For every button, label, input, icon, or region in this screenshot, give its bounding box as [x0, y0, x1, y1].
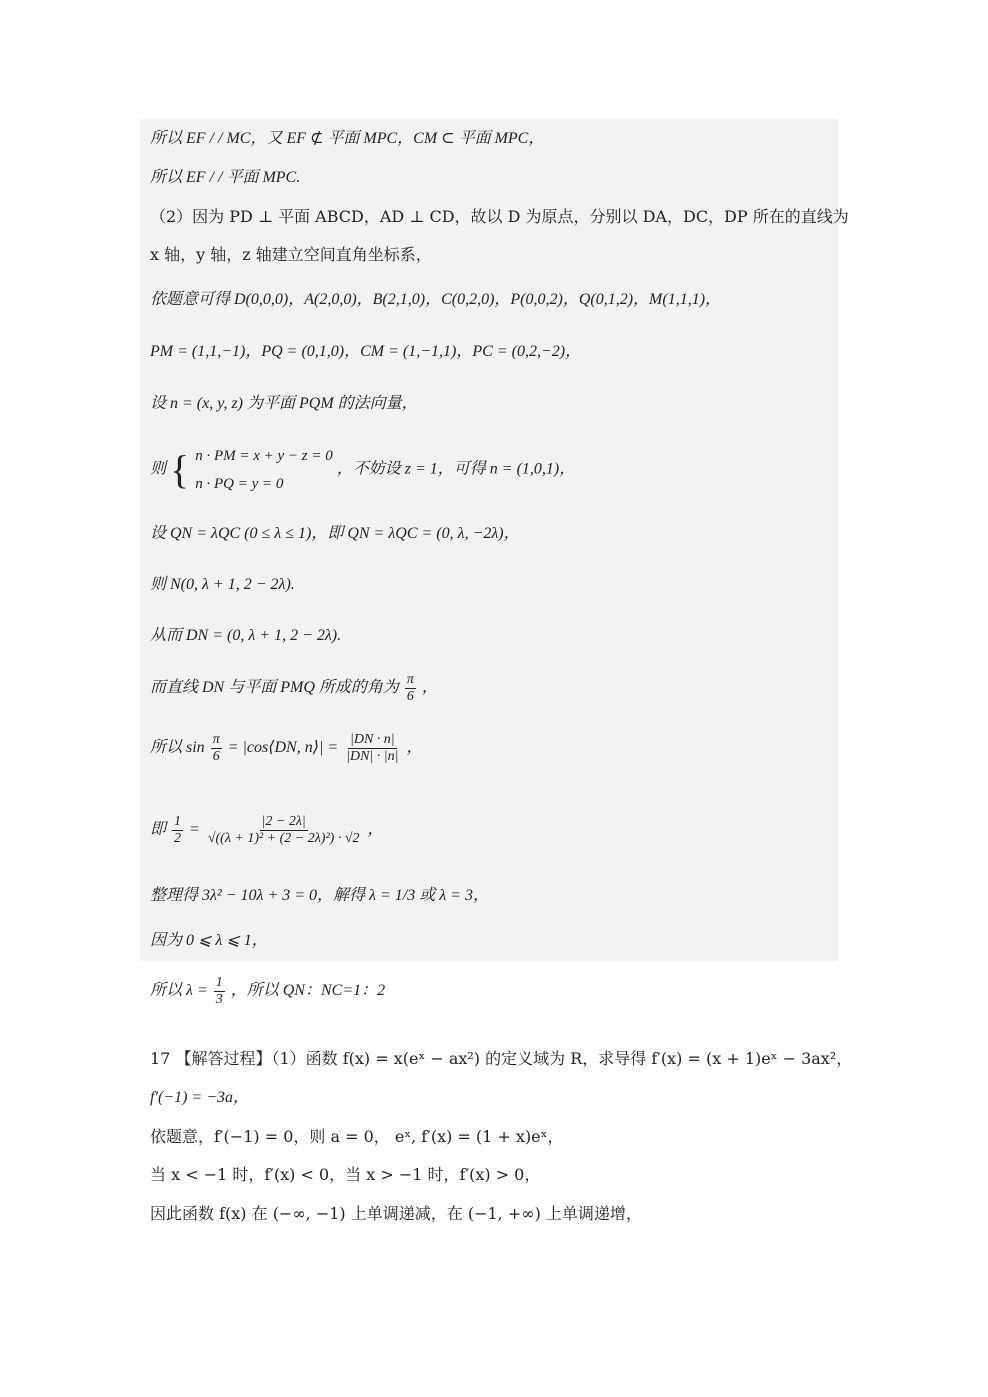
final-num: 1 — [215, 975, 223, 990]
text-line-4: x 轴，y 轴，z 轴建立空间直角坐标系， — [150, 245, 432, 264]
ratio-big-fraction — [206, 814, 362, 847]
text-line-3: （2）因为 PD ⊥ 平面 ABCD，AD ⊥ CD，故以 D 为原点，分别以 DA，DC，DP 所在的直线为 — [150, 207, 849, 226]
text-line-coords: 依题意可得 D(0,0,0)，A(2,0,0)，B(2,1,0)，C(0,2,0)，P(0,0,2)，Q(0,1,2)，M(1,1,1)， — [150, 291, 722, 308]
problem-17-line-5: 因此函数 f(x) 在 (−∞, −1) 上单调递减，在 (−1, +∞) 上单调递增， — [150, 1204, 642, 1223]
system-row-2: n · PQ = y = 0 — [195, 476, 284, 492]
sin-den: 6 — [212, 749, 220, 764]
system-prefix: 则 — [150, 460, 167, 478]
problem-17-line-2: f′(−1) = −3a， — [150, 1089, 249, 1106]
angle-line — [150, 672, 438, 705]
text-line-vectors: PM = (1,1,−1)，PQ = (0,1,0)，CM = (1,−1,1)，PC = (0,2,−2)， — [150, 343, 582, 360]
problem-17-line-3: 依题意，f′(−1) = 0，则 a = 0， eˣ, f′(x) = (1 + x)eˣ， — [150, 1127, 564, 1146]
sin-suffix: ， — [406, 739, 423, 757]
angle-den: 6 — [406, 689, 414, 704]
sin-prefix: 所以 sin — [150, 739, 205, 757]
ratio-big-den: √((λ + 1)² + (2 − 2λ)²) · √2 — [207, 831, 360, 846]
sin-fraction — [211, 732, 222, 765]
cos-num: |DN · n| — [349, 732, 395, 747]
text-line-1: 所以 EF / / MC，又 EF ⊄ 平面 MPC，CM ⊂ 平面 MPC， — [150, 130, 545, 147]
text-line-dn: 从而 DN = (0, λ + 1, 2 − 2λ). — [150, 627, 342, 644]
text-line-2: 所以 EF / / 平面 MPC. — [150, 169, 301, 186]
text-line-normal: 设 n = (x, y, z) 为平面 PQM 的法向量， — [150, 395, 418, 412]
final-fraction — [214, 975, 225, 1008]
ratio-den: 2 — [174, 831, 182, 846]
text-line-quadratic: 整理得 3λ² − 10λ + 3 = 0，解得 λ = 1/3 或 λ = 3， — [150, 887, 489, 904]
brace-symbol: { — [170, 447, 190, 492]
angle-suffix: ， — [421, 679, 438, 697]
angle-fraction — [405, 672, 416, 705]
cos-den: |DN| · |n| — [346, 749, 399, 764]
final-den: 3 — [215, 992, 223, 1007]
text-line-range: 因为 0 ⩽ λ ⩽ 1， — [150, 932, 268, 949]
final-lambda: λ = — [186, 982, 208, 1000]
angle-num: π — [406, 672, 414, 687]
ratio-line — [150, 814, 384, 847]
ratio-suffix: ， — [367, 821, 384, 839]
ratio-fraction — [172, 814, 183, 847]
ratio-mid: = — [189, 821, 200, 839]
problem-17-line-1: 17 【解答过程】（1）函数 f(x) = x(eˣ − ax²) 的定义域为 R，求导得 f′(x) = (x + 1)eˣ − 3ax²， — [150, 1049, 853, 1068]
angle-prefix: 而直线 DN 与平面 PMQ 所成的角为 — [150, 679, 399, 697]
final-suffix: ，所以 QN：NC=1：2 — [230, 982, 386, 1000]
text-line-qn: 设 QN = λQC (0 ≤ λ ≤ 1)，即 QN = λQC = (0, λ, −2λ)， — [150, 525, 520, 542]
system-suffix: ，不妨设 z = 1，可得 n = (1,0,1)， — [336, 460, 576, 478]
system-row-1: n · PM = x + y − z = 0 — [195, 448, 333, 464]
text-line-n: 则 N(0, λ + 1, 2 − 2λ). — [150, 576, 295, 593]
problem-17-line-4: 当 x < −1 时，f′(x) < 0，当 x > −1 时，f′(x) > 0， — [150, 1165, 541, 1184]
ratio-big-num: |2 − 2λ| — [261, 814, 306, 829]
system-line — [150, 442, 575, 498]
sin-num: π — [212, 732, 220, 747]
sin-mid: = |cos⟨DN, n⟩| = — [227, 739, 339, 757]
sin-line — [150, 732, 423, 765]
ratio-prefix: 即 — [150, 821, 167, 839]
cos-fraction — [344, 732, 400, 765]
ratio-num: 1 — [174, 814, 182, 829]
final-line — [150, 975, 385, 1008]
equation-system — [195, 442, 333, 498]
final-prefix: 所以 — [150, 982, 183, 1000]
